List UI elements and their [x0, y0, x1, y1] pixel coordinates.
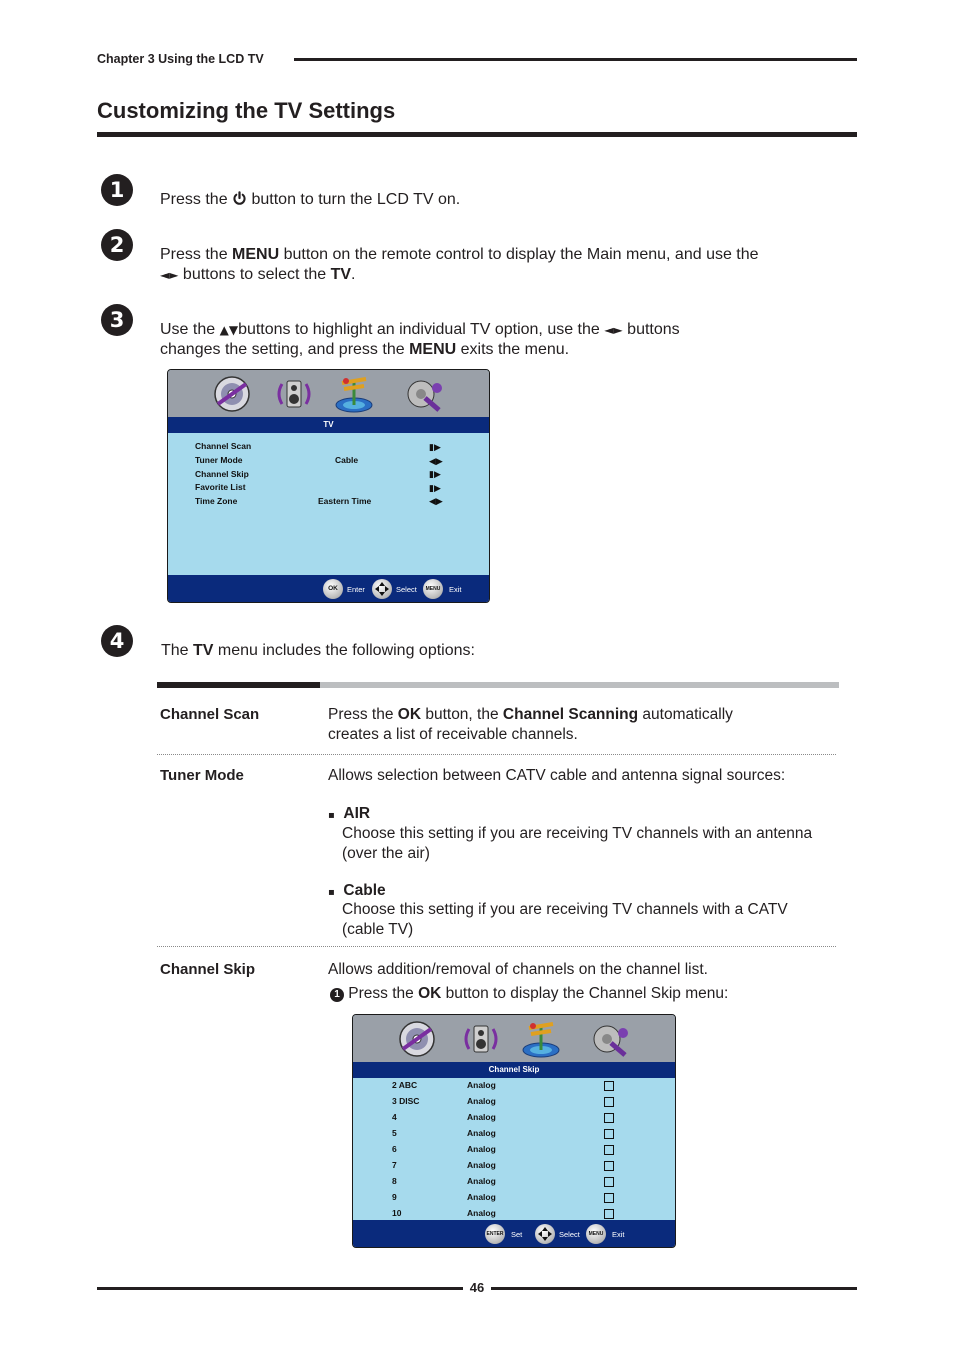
- power-icon: [232, 191, 247, 208]
- skip-checkbox[interactable]: [604, 1193, 614, 1203]
- option-name-tuner-mode: Tuner Mode: [160, 767, 244, 784]
- menu-row-label: Channel Scan: [195, 441, 252, 451]
- step-3-pre: Use the: [160, 321, 220, 338]
- channel-number: 6: [392, 1144, 397, 1154]
- menu-keyword: MENU: [409, 341, 457, 358]
- dpad-icon: [372, 579, 392, 599]
- channel-number: 4: [392, 1112, 397, 1122]
- air-description: [342, 824, 842, 864]
- channel-number: 8: [392, 1176, 397, 1186]
- step-number-1: 1: [101, 174, 133, 206]
- left-right-adjust-icon: ◀▶: [429, 457, 443, 467]
- option-desc-channel-skip: Allows addition/removal of channels on the channel list.: [328, 961, 708, 978]
- desc-text: button, the: [421, 706, 503, 723]
- step-1-post: button to turn the LCD TV on.: [247, 191, 461, 208]
- osd-icon-bar: [353, 1015, 675, 1063]
- menu-button-icon: MENU: [423, 579, 443, 599]
- skip-checkbox[interactable]: [604, 1145, 614, 1155]
- channel-type: Analog: [467, 1128, 496, 1138]
- channel-type: Analog: [467, 1160, 496, 1170]
- enter-hint: Enter: [347, 585, 365, 594]
- channel-number: 5: [392, 1128, 397, 1138]
- menu-button-icon: MENU: [586, 1224, 606, 1244]
- menu-row-value: Cable: [335, 455, 359, 465]
- step-2-line2-pre: buttons to select the: [178, 266, 331, 283]
- step-3-post: buttons: [622, 321, 680, 338]
- channel-type: Analog: [467, 1144, 496, 1154]
- tv-keyword: TV: [330, 266, 352, 283]
- setup-wrench-icon: [589, 1019, 633, 1059]
- step-number-3: 3: [101, 304, 133, 336]
- option-name-channel-skip: Channel Skip: [160, 961, 256, 978]
- set-hint: Set: [511, 1230, 523, 1239]
- picture-disc-icon: [395, 1019, 439, 1059]
- setup-wrench-icon: [403, 374, 447, 414]
- channel-number: 9: [392, 1192, 397, 1202]
- bullet-icon: ▪: [328, 810, 335, 821]
- menu-row-label: Channel Skip: [195, 469, 249, 479]
- chapter-heading: Chapter 3 Using the LCD TV: [97, 52, 264, 66]
- ok-button-icon: OK: [323, 579, 343, 599]
- title-rule: [97, 132, 857, 137]
- exit-hint: Exit: [612, 1230, 625, 1239]
- footer-rule-left: [97, 1287, 463, 1290]
- step-number-4: 4: [101, 625, 133, 657]
- dpad-icon: [535, 1224, 555, 1244]
- enter-button-icon: ENTER: [485, 1224, 505, 1244]
- tv-menu-body: [168, 433, 489, 575]
- channel-number: 2 ABC: [392, 1080, 418, 1090]
- skip-checkbox[interactable]: [604, 1097, 614, 1107]
- channel-skip-title-bar: Channel Skip: [353, 1062, 675, 1078]
- left-right-arrows-icon: ◄►: [604, 323, 623, 337]
- substep-number: 1: [330, 988, 344, 1002]
- channel-skip-footer: [353, 1220, 675, 1247]
- channel-type: Analog: [467, 1176, 496, 1186]
- option-desc-tuner-mode: Allows selection between CATV cable and antenna signal sources:: [328, 767, 786, 784]
- skip-checkbox[interactable]: [604, 1129, 614, 1139]
- skip-checkbox[interactable]: [604, 1113, 614, 1123]
- row-divider: [157, 754, 836, 755]
- tv-menu-screenshot: [167, 369, 490, 603]
- tv-antenna-icon: [519, 1018, 563, 1058]
- menu-keyword: MENU: [232, 246, 280, 263]
- channel-type: Analog: [467, 1112, 496, 1122]
- desc-text: Choose this setting if you are receiving TV channels with an antenna: [342, 825, 813, 842]
- step-1-text: [160, 190, 460, 210]
- ok-keyword: OK: [418, 985, 442, 1002]
- step-4-text: [161, 641, 475, 661]
- menu-row-value: Eastern Time: [318, 496, 372, 506]
- channel-skip-menu-screenshot: [352, 1014, 676, 1248]
- desc-text: button to display the Channel Skip menu:: [441, 985, 729, 1002]
- step-2-line2-post: .: [351, 266, 356, 283]
- skip-checkbox[interactable]: [604, 1209, 614, 1219]
- desc-text: creates a list of receivable channels.: [328, 726, 578, 743]
- picture-disc-icon: [210, 374, 254, 414]
- desc-text: Press the: [344, 985, 419, 1002]
- air-title: AIR: [343, 805, 371, 822]
- step-2-text-post: button on the remote control to display the Main menu, and use the: [279, 246, 759, 263]
- desc-text: (over the air): [342, 845, 430, 862]
- channel-number: 3 DISC: [392, 1096, 420, 1106]
- skip-checkbox[interactable]: [604, 1081, 614, 1091]
- up-down-arrows-icon: ▲▼: [219, 323, 239, 337]
- cable-title: Cable: [343, 882, 386, 899]
- tv-menu-footer: [168, 575, 489, 602]
- step-2-text-pre: Press the: [160, 246, 233, 263]
- skip-checkbox[interactable]: [604, 1161, 614, 1171]
- menu-row-label: Tuner Mode: [195, 455, 243, 465]
- row-divider: [157, 946, 836, 947]
- chapter-rule: [294, 58, 857, 61]
- page-title: Customizing the TV Settings: [97, 98, 396, 123]
- channel-number: 7: [392, 1160, 397, 1170]
- enter-submenu-icon: ▮▶: [429, 484, 441, 494]
- enter-submenu-icon: ▮▶: [429, 470, 441, 480]
- step-4-post: menu includes the following options:: [213, 642, 475, 659]
- tv-keyword: TV: [193, 642, 214, 659]
- step-1-pre: Press the: [160, 191, 233, 208]
- select-hint: Select: [396, 585, 417, 594]
- footer-rule-right: [491, 1287, 857, 1290]
- page-number: 46: [469, 1280, 485, 1295]
- tv-antenna-icon: [332, 373, 376, 413]
- desc-text: Choose this setting if you are receiving TV channels with a CATV: [342, 901, 788, 918]
- step-3-line2-pre: changes the setting, and press the: [160, 341, 410, 358]
- option-name-channel-scan: Channel Scan: [160, 706, 260, 723]
- channel-skip-substep: [330, 984, 728, 1004]
- tv-menu-title-bar: TV: [168, 417, 489, 433]
- channel-type: Analog: [467, 1192, 496, 1202]
- channel-type: Analog: [467, 1096, 496, 1106]
- step-2-text: [160, 245, 840, 285]
- exit-hint: Exit: [449, 585, 462, 594]
- channel-scanning-keyword: Channel Scanning: [502, 706, 639, 723]
- option-desc-channel-scan: [328, 705, 838, 745]
- channel-type: Analog: [467, 1080, 496, 1090]
- table-header-dark-bar: [157, 682, 320, 688]
- skip-checkbox[interactable]: [604, 1177, 614, 1187]
- select-hint: Select: [559, 1230, 580, 1239]
- left-right-arrows-icon: ◄►: [160, 268, 179, 282]
- osd-icon-bar: [168, 370, 489, 418]
- cable-description: [342, 900, 842, 940]
- ok-keyword: OK: [397, 706, 422, 723]
- desc-text: (cable TV): [342, 921, 414, 938]
- step-4-pre: The: [161, 642, 194, 659]
- bullet-icon: ▪: [328, 887, 335, 898]
- menu-row-label: Favorite List: [195, 482, 246, 492]
- channel-skip-body: [353, 1078, 675, 1220]
- desc-text: automatically: [638, 706, 733, 723]
- channel-type: Analog: [467, 1208, 496, 1218]
- step-3-text: [160, 320, 840, 360]
- menu-row-label: Time Zone: [195, 496, 238, 506]
- audio-speaker-icon: [459, 1019, 503, 1059]
- left-right-adjust-icon: ◀▶: [429, 497, 443, 507]
- channel-number: 10: [392, 1208, 402, 1218]
- step-3-line2-post: exits the menu.: [456, 341, 570, 358]
- audio-speaker-icon: [272, 374, 316, 414]
- step-3-mid: buttons to highlight an individual TV option, use the: [238, 321, 605, 338]
- table-header-light-bar: [320, 682, 839, 688]
- air-item: [328, 804, 370, 826]
- desc-text: Press the: [328, 706, 398, 723]
- enter-submenu-icon: ▮▶: [429, 443, 441, 453]
- step-number-2: 2: [101, 229, 133, 261]
